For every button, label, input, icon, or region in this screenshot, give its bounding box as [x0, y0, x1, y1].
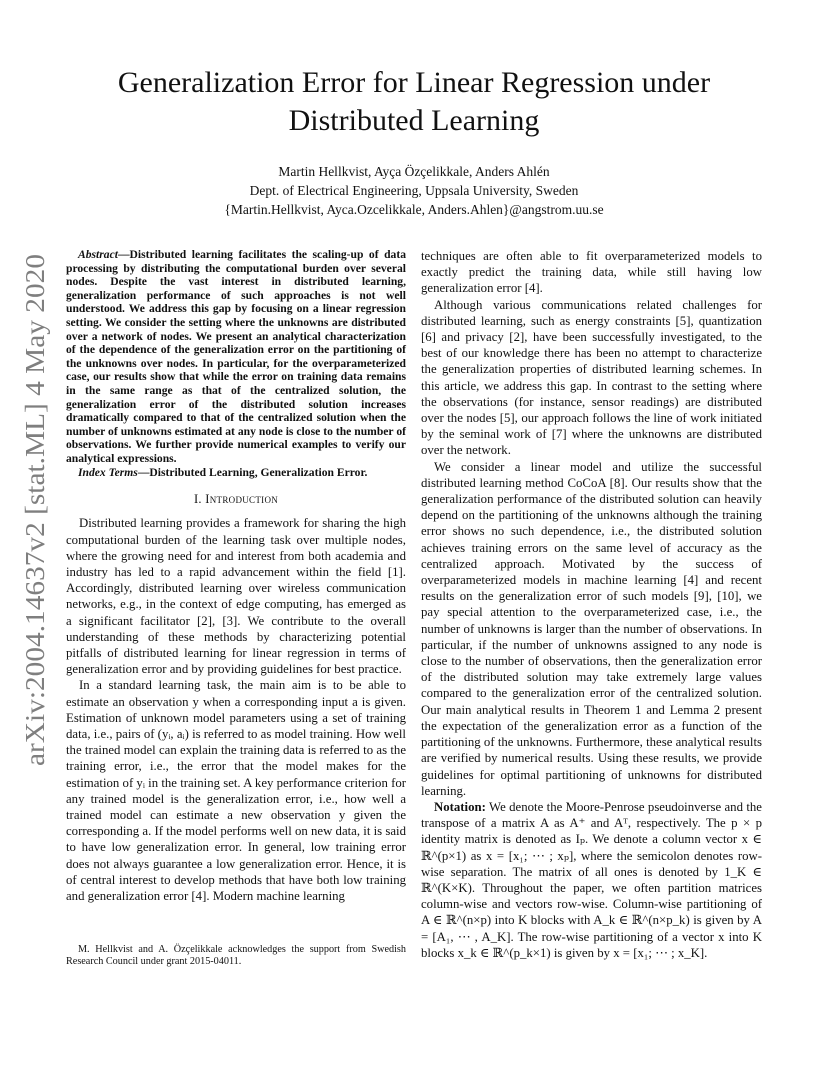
footnote: M. Hellkvist and A. Özçelikkale acknowledges the support from Swedish Research Council under grant 2015-04011. [66, 944, 406, 968]
arxiv-stamp-text: arXiv:2004.14637v2 [stat.ML] 4 May 2020 [20, 295, 50, 766]
index-terms [66, 466, 406, 480]
abstract-text: —Distributed learning facilitates the scaling-up of data processing by distributing the computational burden over several nodes. Despite the vast interest in distributed learning, generalization performance of such approaches is not well understood. We address this gap by focusing on a linear regression setting. We consider the setting where the unknowns are distributed over a network of nodes. We present an analytical characterization of the dependence of the generalization error on the partitioning of the unknowns over nodes. In particular, for the overparameterized case, our results show that while the error on training data remains in the same range as that of the centralized solution, the generalization error of the distributed solution increases dramatically compared to that of the centralized solution when the number of unknowns estimated at any node is close to the number of observations. We further provide numerical examples to verify our analytical expressions. [66, 248, 406, 465]
arxiv-stamp-graphic [20, 250, 50, 770]
intro-paragraph: In a standard learning task, the main aim is to be able to estimate an observation y when a corresponding input a is given. Estimation of unknown model parameters using a set of training data, i.e., pairs of (yᵢ, aᵢ) is referred to as model training. How well the trained model can explain the training data is referred to as the training error, i.e., the error that the model makes for the estimation of yᵢ in the training set. A key performance criterion for any trained model is the generalization error, i.e., how well a trained model can estimate a new observation y given the corresponding a. If the model performs well on new data, it is said to have low generalization error. In general, low training error does not always guarantee a low generalization error. Hence, it is of central interest to develop methods that have both low training and generalization error [4]. Modern machine learning [66, 678, 406, 903]
author-names: Martin Hellkvist, Ayça Özçelikkale, Anders Ahlén [278, 164, 550, 179]
intro-paragraph: We consider a linear model and utilize the successful distributed learning method CoCoA [8]. Our results show that the generalization performance of the distributed solution can heavily depend on the partitioning of the unknowns although the training error shows no such dependence, i.e., the distributed solution achieves training errors on the same level of accuracy as the centralized approach. Motivated by the success of overparameterized models in machine learning [4] and recent results on the generalization error of such models [9], [10], we pay special attention to the overparameterized case, i.e., the number of unknowns is larger than the number of observations. In particular, if the number of unknowns assigned to any node is close to the number of observations, then the generalization error of the distributed solution may take extremely large values compared to the generalization error of the centralized solution. Our main analytical results in Theorem 1 and Lemma 2 present the expectation of the generalization error as a function of the partitioning of the unknowns. Furthermore, these analytical results are verified by numerical results. Using these results, we provide guidelines for optimal partitioning of unknowns for distributed learning. [421, 459, 762, 798]
notation-text: We denote the Moore-Penrose pseudoinverse and the transpose of a matrix A as A⁺ and Aᵀ, respectively. The p × p identity matrix is denoted as Iₚ. We denote a column vector x ∈ ℝ^(p×1) as x = [x₁; ⋯ ; xₚ], where the semicolon denotes row-wise separation. The matrix of all ones is denoted by 1_K ∈ ℝ^(K×K). Throughout the paper, we often partition matrices column-wise and vectors row-wise. Column-wise partitioning of A ∈ ℝ^(n×p) into K blocks with A_k ∈ ℝ^(n×p_k) is given by A = [A₁, ⋯ , A_K]. The row-wise partitioning of a vector x into K blocks x_k ∈ ℝ^(p_k×1) is given by x = [x₁; ⋯ ; x_K]. [421, 799, 762, 960]
abstract-label: Abstract [78, 248, 118, 261]
index-terms-label: Index Terms [78, 465, 138, 479]
intro-paragraph: Although various communications related challenges for distributed learning, such as energy constraints [5], quantization [6] and privacy [2], have been successfully investigated, to the best of our knowledge there has been no attempt to characterize the generalization properties of distributed learning schemes. In this article, we address this gap. In contrast to the setting where the observations (for instance, sensor readings) are distributed over the nodes [5], our approach follows the line of work initiated by the seminal work of [7] where the unknowns are distributed over the network. [421, 297, 762, 458]
right-column [421, 248, 762, 961]
author-block [60, 162, 768, 219]
intro-paragraph: Distributed learning provides a framework for sharing the high computational burden of the learning task over multiple nodes, where the growing need for and interest from both academia and industry has led to a rapid advancement within the field [1]. Accordingly, distributed learning over wireless communication networks, e.g., in the context of edge computing, has emerged as a significant facilitator [2], [3]. We contribute to the overall understanding of these methods by characterizing potential pitfalls of distributed learning for linear regression in terms of generalization error and by providing guidelines for best practice. [66, 516, 406, 677]
section-number: I. [193, 492, 206, 507]
index-terms-text: —Distributed Learning, Generalization Error. [137, 465, 368, 479]
notation-label: Notation: [434, 799, 486, 814]
paper-title: Generalization Error for Linear Regression under Distributed Learning [117, 66, 711, 137]
intro-paragraph: techniques are often able to fit overparameterized models to exactly predict the training data, while still having low generalization error [4]. [421, 249, 762, 296]
abstract [66, 248, 406, 466]
arxiv-identifier-stamp [20, 250, 50, 770]
section-title: Introduction [205, 492, 279, 507]
author-affiliation: Dept. of Electrical Engineering, Uppsala University, Sweden [249, 183, 579, 198]
left-column [66, 248, 406, 904]
notation-paragraph [421, 799, 762, 961]
author-emails: {Martin.Hellkvist, Ayca.Ozcelikkale, Anders.Ahlen}@angstrom.uu.se [224, 202, 604, 217]
section-heading [66, 491, 406, 507]
